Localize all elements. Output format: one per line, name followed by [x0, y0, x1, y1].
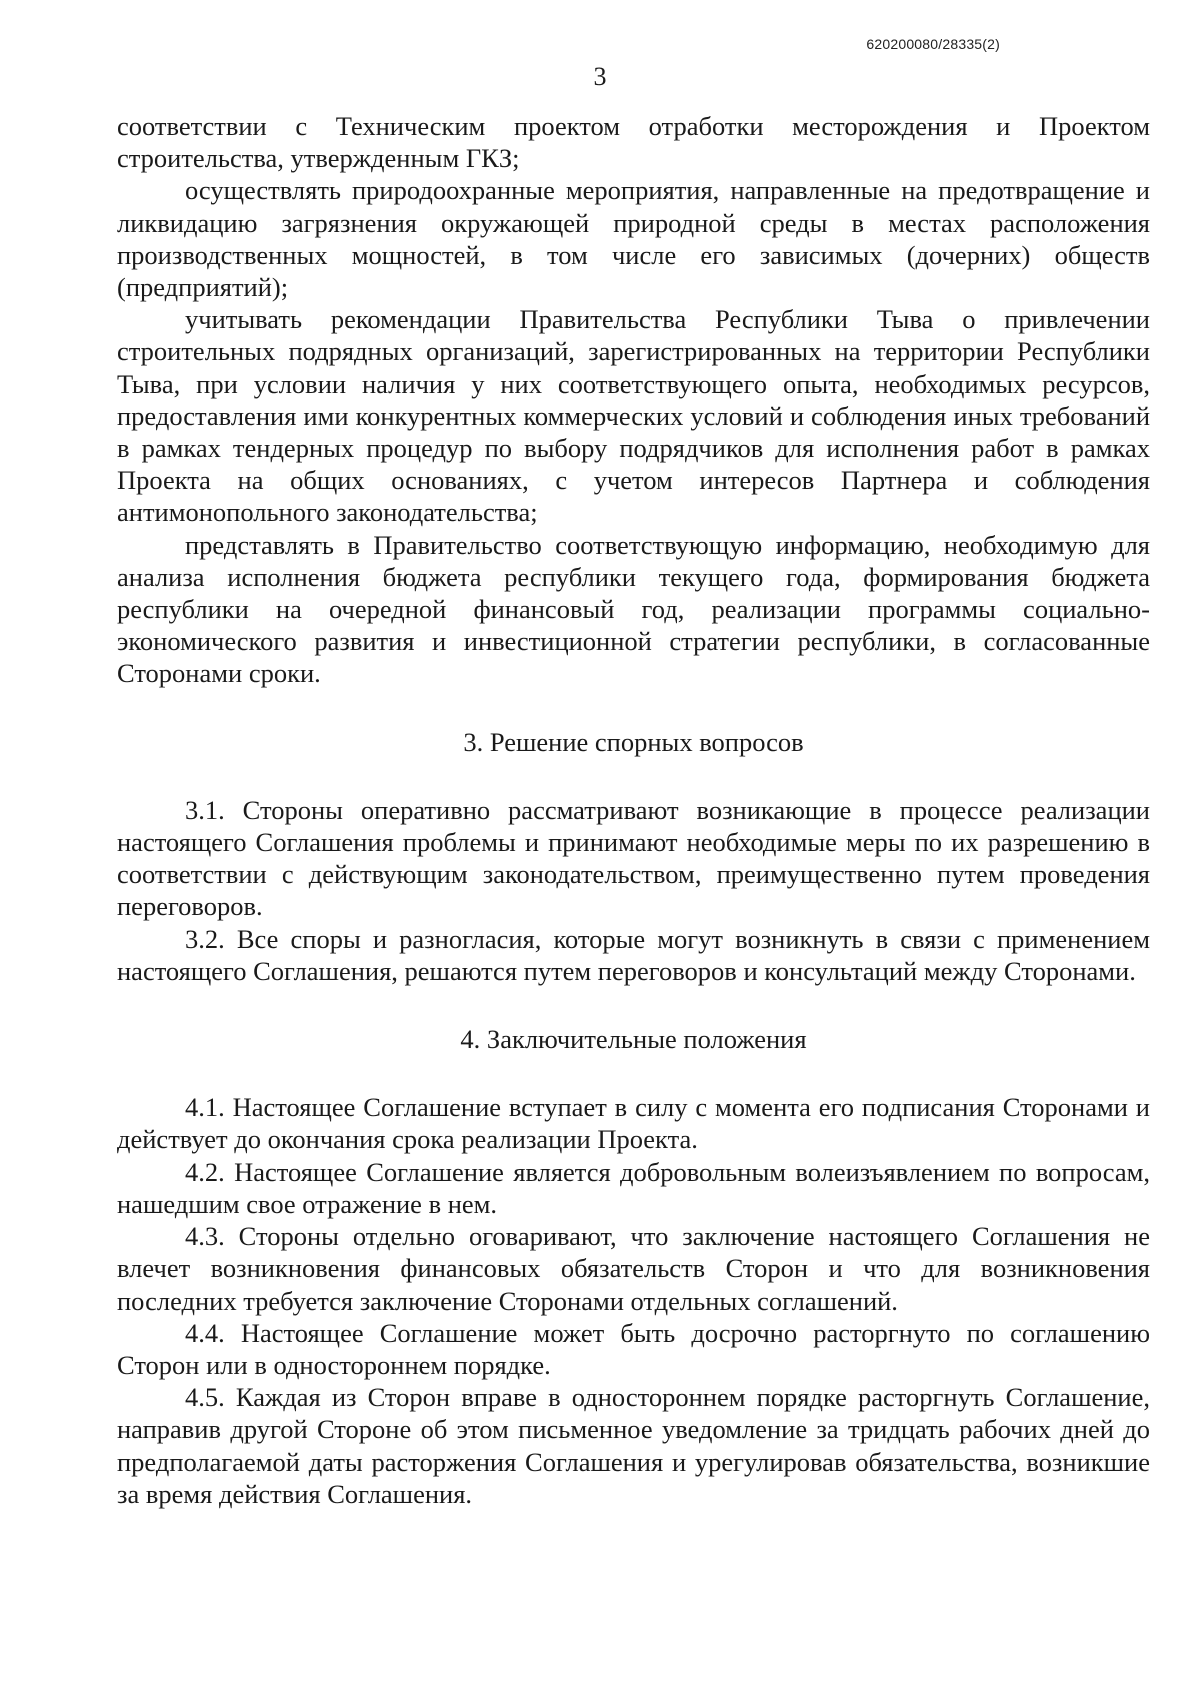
paragraph-3-1: 3.1. Стороны оперативно рассматривают возникающие в процессе реализации настоящего Соглашения проблемы и принимают необходимые меры по их разрешению в соответствии с действующим законодательством, преимущественно путем проведения переговоров.: [117, 794, 1150, 922]
paragraph-information: представлять в Правительство соответствующую информацию, необходимую для анализа исполнения бюджета республики текущего года, формирования бюджета республики на очередной финансовый год, реализации программы социально-экономического развития и инвестиционной стратегии республики, в согласованные Сторонами сроки.: [117, 529, 1150, 689]
paragraph-contractors: учитывать рекомендации Правительства Республики Тыва о привлечении строительных подрядных организаций, зарегистрированных на территории Республики Тыва, при условии наличия у них соответствующего опыта, необходимых ресурсов, предоставления ими конкурентных коммерческих условий и соблюдения иных требований в рамках тендерных процедур по выбору подрядчиков для исполнения работ в рамках Проекта на общих основаниях, с учетом интересов Партнера и соблюдения антимонопольного законодательства;: [117, 304, 1150, 528]
document-number: 620200080/28335(2): [866, 36, 1000, 52]
paragraph-continuation: соответствии с Техническим проектом отработки месторождения и Проектом строительства, утвержденным ГКЗ;: [117, 111, 1150, 174]
page-number: 3: [593, 62, 607, 91]
section-title-final-provisions: 4. Заключительные положения: [460, 1024, 807, 1055]
paragraph-4-3: 4.3. Стороны отдельно оговаривают, что заключение настоящего Соглашения не влечет возникновения финансовых обязательств Сторон и что для возникновения последних требуется заключение Сторонами отдельных соглашений.: [117, 1221, 1150, 1316]
section-title-disputes: 3. Решение спорных вопросов: [463, 726, 804, 757]
paragraph-4-1: 4.1. Настоящее Соглашение вступает в силу с момента его подписания Сторонами и действует до окончания срока реализации Проекта.: [117, 1092, 1150, 1155]
paragraph-4-2: 4.2. Настоящее Соглашение является добровольным волеизъявлением по вопросам, нашедшим свое отражение в нем.: [117, 1156, 1150, 1219]
paragraph-4-5: 4.5. Каждая из Сторон вправе в одностороннем порядке расторгнуть Соглашение, направив другой Стороне об этом письменное уведомление за тридцать рабочих дней до предполагаемой даты расторжения Соглашения и урегулировав обязательства, возникшие за время действия Соглашения.: [117, 1382, 1150, 1509]
paragraph-3-2: 3.2. Все споры и разногласия, которые могут возникнуть в связи с применением настоящего Соглашения, решаются путем переговоров и консультаций между Сторонами.: [117, 923, 1150, 986]
paragraph-environmental: осуществлять природоохранные мероприятия, направленные на предотвращение и ликвидацию загрязнения окружающей природной среды в местах расположения производственных мощностей, в том числе его зависимых (дочерних) обществ (предприятий);: [117, 175, 1150, 303]
document-body: [117, 110, 1150, 1510]
paragraph-4-4: 4.4. Настоящее Соглашение может быть досрочно расторгнуто по соглашению Сторон или в одностороннем порядке.: [117, 1317, 1150, 1380]
